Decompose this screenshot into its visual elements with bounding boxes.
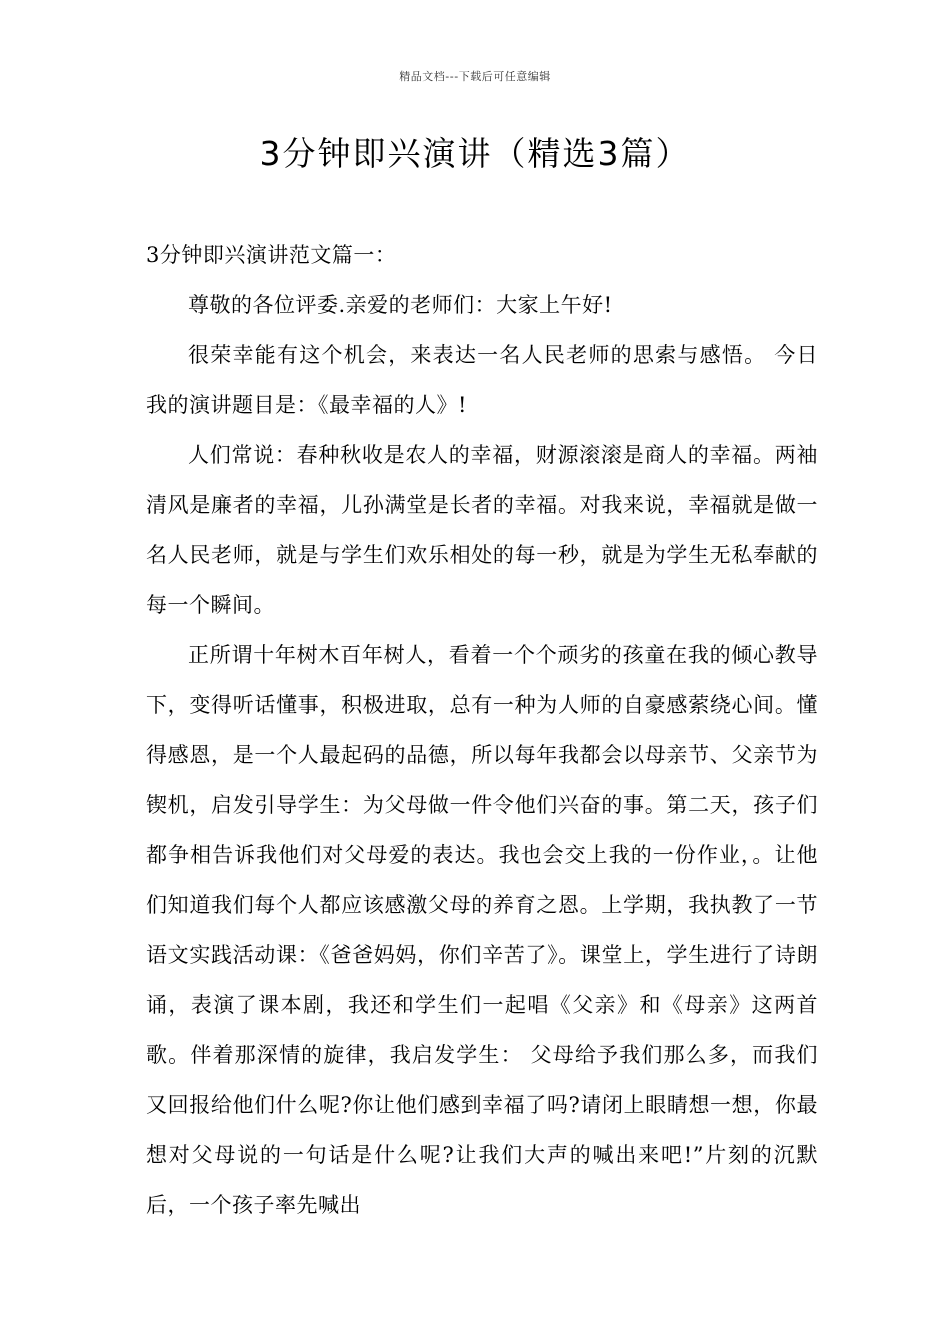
header-note: 精品文档---下载后可任意编辑 <box>399 70 551 83</box>
paragraph-greeting: 尊敬的各位评委.亲爱的老师们：大家上午好! <box>188 293 613 317</box>
document-title: 3分钟即兴演讲（精选3篇） <box>259 134 691 173</box>
paragraph-intro: 很荣幸能有这个机会，来表达一名人民老师的思索与感悟。 今日我的演讲题目是：《最幸福的人》! <box>146 343 818 417</box>
paragraph-teaching: 正所谓十年树木百年树人，看着一个个顽劣的孩童在我的倾心教导下，变得听话懂事，积极进取，总有一种为人师的自豪感萦绕心间。懂得感恩，是一个人最起码的品德，所以每年我都会以母亲节、父亲节为锲机，启发引导学生：为父母做一件令他们兴奋的事。第二天，孩子们都争相告诉我他们对父母爱的表达。我也会交上我的一份作业，。让他们知道我们每个人都应该感激父母的养育之恩。上学期，我执教了一节语文实践活动课：《爸爸妈妈，你们辛苦了》。课堂上，学生进行了诗朗诵，表演了课本剧，我还和学生们一起唱《父亲》和《母亲》这两首歌。伴着那深情的旋律，我启发学生： 父母给予我们那么多，而我们又回报给他们什么呢?你让他们感到幸福了吗?请闭上眼睛想一想，你最想对父母说的一句话是什么呢?让我们大声的喊出来吧!”片刻的沉默后，一个孩子率先喊出 <box>146 643 818 1217</box>
document-body <box>146 230 818 1230</box>
paragraph-happiness: 人们常说：春种秋收是农人的幸福，财源滚滚是商人的幸福。两袖清风是廉者的幸福，儿孙满堂是长者的幸福。对我来说，幸福就是做一名人民老师，就是与学生们欢乐相处的每一秒，就是为学生无私奉献的每一个瞬间。 <box>146 443 818 617</box>
section-heading: 3分钟即兴演讲范文篇一： <box>146 243 397 267</box>
